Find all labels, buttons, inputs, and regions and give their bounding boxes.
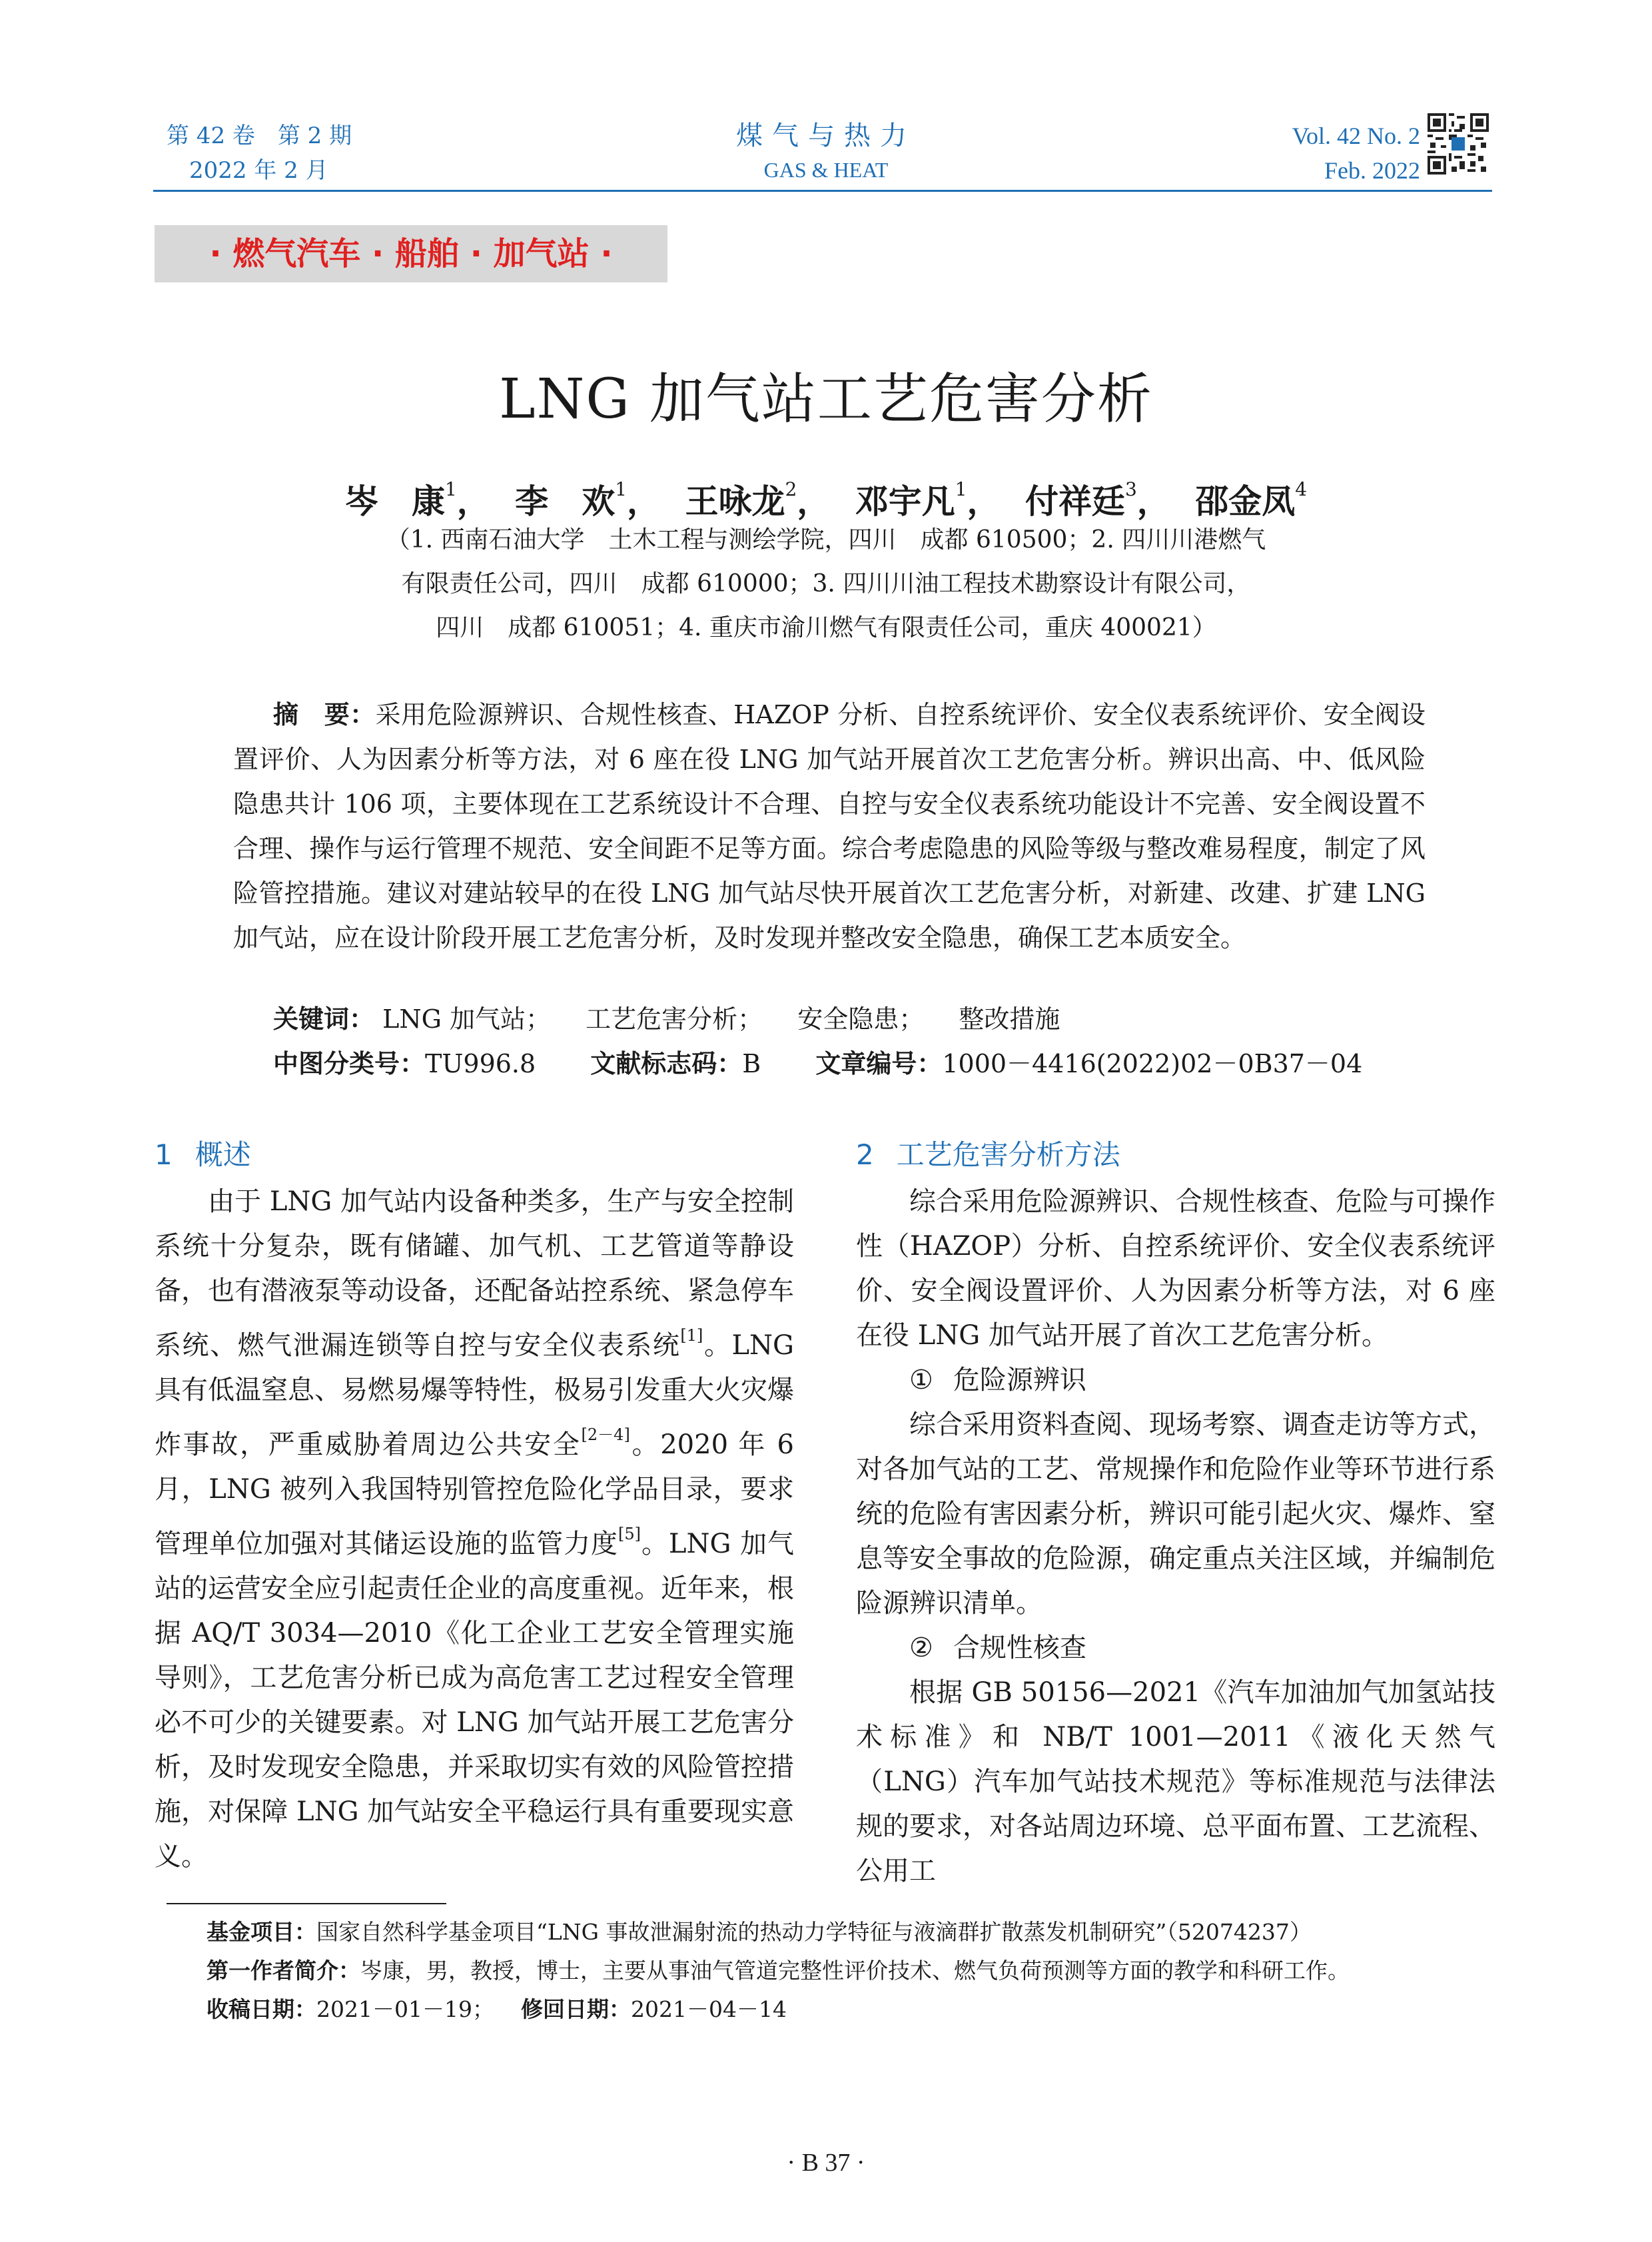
author-name: 岑 康 — [344, 482, 445, 521]
author-name: 王咏龙 — [685, 482, 785, 521]
section-title: 概述 — [195, 1138, 251, 1171]
author — [1195, 478, 1308, 521]
author-affil-ref: 1 — [444, 478, 457, 500]
running-header — [0, 0, 1652, 200]
body-column-right — [856, 1132, 1495, 1894]
citation[interactable]: [1] — [680, 1326, 703, 1345]
affiliation-line: （1. 西南石油大学 土木工程与测绘学院，四川 成都 610500；2. 四川川港燃气 — [386, 526, 1266, 554]
keyword: 整改措施 — [959, 1004, 1060, 1034]
author-bio-line — [206, 1952, 1472, 1990]
paragraph: 根据 GB 50156—2021《汽车加油加气加氢站技术标准》和 NB/T 1001—2011《液化天然气（LNG）汽车加气站技术规范》等标准规范与法律法规的要求，对各站周边环境、总平面布置、工艺流程、公用工 — [856, 1677, 1495, 1886]
journal-name — [693, 117, 959, 185]
date-cn: 2022 年 2 月 — [189, 157, 328, 184]
header-right — [1266, 119, 1420, 188]
article-title: LNG 加气站工艺危害分析 — [499, 368, 1153, 431]
section-heading — [856, 1132, 1495, 1177]
qr-code-icon — [1428, 113, 1489, 175]
author-bio-text: 岑康，男，教授，博士，主要从事油气管道完整性评价技术、燃气负荷预测等方面的教学和科研工作。 — [360, 1958, 1350, 1984]
fund-line — [206, 1913, 1472, 1952]
volume-issue-cn: 第 42 卷 第 2 期 — [167, 123, 352, 149]
citation[interactable]: [5] — [618, 1525, 641, 1543]
revised-label: 修回日期： — [520, 1996, 631, 2022]
abstract-text: 采用危险源辨识、合规性核查、HAZOP 分析、自控系统评价、安全仪表系统评价、安全阀设置评价、人为因素分析等方法，对 6 座在役 LNG 加气站开展首次工艺危害分析。辨识出高、中、低风险隐患共计 106 项，主要体现在工艺系统设计不合理、自控与安全仪表系统功能设计不完善、安全阀设置不合理、操作与运行管理不规范、安全间距不足等方面。综合考虑隐患的风险等级与整改难易程度，制定了风险管控措施。建议对建站较早的在役 LNG 加气站尽快开展首次工艺危害分析，对新建、改建、扩建 LNG 加气站，应在设计阶段开展工艺危害分析，及时发现并整改安全隐患，确保工艺本质安全。 — [233, 700, 1426, 952]
author-list — [0, 466, 1652, 525]
keywords — [273, 999, 1060, 1039]
volume-issue-en: Vol. 42 No. 2 — [1292, 123, 1420, 149]
text-run: 。2020 年 6 月，LNG 被列入我国特别管控危险化学品目录，要求管理单位加强对其储运设施的监管力度 — [155, 1429, 795, 1559]
footnote — [206, 1913, 1472, 2029]
author-name: 付祥廷 — [1025, 482, 1125, 521]
abstract — [233, 693, 1426, 960]
author-affil-ref: 3 — [1124, 478, 1137, 500]
keywords-label: 关键词： — [273, 1004, 375, 1034]
section-title: 工艺危害分析方法 — [896, 1138, 1120, 1171]
header-left — [167, 119, 352, 188]
fund-label: 基金项目： — [206, 1919, 316, 1945]
subsection-heading — [856, 1358, 1495, 1403]
affiliations — [0, 518, 1652, 650]
section-heading — [155, 1132, 794, 1177]
subsection-marker: ① — [909, 1365, 933, 1395]
received-date: 2021－01－19； — [316, 1996, 494, 2022]
body-column-left — [155, 1132, 794, 1879]
author: 王咏龙$^2$， — [685, 478, 831, 521]
paragraph: 综合采用危险源辨识、合规性核查、危险与可操作性（HAZOP）分析、自控系统评价、安全仪表系统评价、安全阀设置评价、人为因素分析等方法，对 6 座在役 LNG 加气站开展了首次工艺危害分析。 — [856, 1186, 1495, 1351]
author: 李 欢$^1$， — [515, 478, 661, 521]
classification-info — [273, 1044, 1362, 1084]
paragraph — [155, 1180, 794, 1879]
revised-date: 2021－04－14 — [630, 1996, 787, 2022]
doc-code-label: 文献标志码： — [590, 1049, 743, 1078]
author: 岑 康$^1$， — [344, 478, 490, 521]
text-run: 。LNG 具有低温窒息、易燃易爆等特性，极易引发重大火灾爆炸事故，严重威胁着周边公共安全 — [155, 1330, 794, 1460]
author-name: 邓宇凡 — [855, 482, 955, 521]
author-name: 李 欢 — [515, 482, 616, 521]
abstract-label: 摘 要： — [273, 700, 376, 729]
author-affil-ref: 2 — [785, 478, 797, 500]
article-number-label: 文章编号： — [815, 1049, 943, 1078]
date-en: Feb. 2022 — [1324, 157, 1420, 184]
author-bio-label: 第一作者简介： — [206, 1958, 360, 1984]
clc-value: TU996.8 — [425, 1049, 536, 1078]
paragraph: 综合采用资料查阅、现场考察、调查走访等方式，对各加气站的工艺、常规操作和危险作业等环节进行系统的危险有害因素分析，辨识可能引起火灾、爆炸、窒息等安全事故的危险源，确定重点关注区域，并编制危险源辨识清单。 — [856, 1409, 1495, 1619]
subsection-title: 合规性核查 — [953, 1633, 1086, 1663]
article-number-value: 1000－4416(2022)02－0B37－04 — [942, 1049, 1363, 1078]
text-run: 由于 LNG 加气站内设备种类多，生产与安全控制系统十分复杂，既有储罐、加气机、工艺管道等静设备，也有潜液泵等动设备，还配备站控系统、紧急停车系统、燃气泄漏连锁等自控与安全仪表系统 — [155, 1186, 794, 1361]
dates-line — [206, 1990, 1472, 2029]
author-name: 邵金凤 — [1195, 482, 1296, 521]
author-affil-ref: 4 — [1295, 478, 1308, 500]
subsection-marker: ② — [909, 1633, 933, 1663]
section-number: 1 — [155, 1138, 173, 1171]
page-number: · B 37 · — [787, 2149, 865, 2177]
section-banner: · 燃气汽车 · 船舶 · 加气站 · — [155, 225, 667, 282]
keyword: 工艺危害分析； — [586, 1004, 763, 1034]
subsection-title: 危险源辨识 — [953, 1365, 1086, 1395]
header-rule — [153, 190, 1492, 192]
journal-name-cn: 煤气与热力 — [736, 121, 916, 151]
author-affil-ref: 1 — [615, 478, 627, 500]
author-affil-ref: 1 — [955, 478, 967, 500]
keyword: 安全隐患； — [797, 1004, 925, 1034]
text-run: 。LNG 加气站的运营安全应引起责任企业的高度重视。近年来，根据 AQ/T 3034—2010《化工企业工艺安全管理实施导则》，工艺危害分析已成为高危害工艺过程安全管理必不可少的关键要素。对 LNG 加气站开展工艺危害分析，及时发现安全隐患，并采取切实有效的风险管控措施，对保障 LNG 加气站安全平稳运行具有重要现实意义。 — [155, 1529, 794, 1872]
footnote-rule — [167, 1903, 446, 1904]
journal-name-en: GAS & HEAT — [763, 158, 889, 182]
received-label: 收稿日期： — [206, 1996, 316, 2022]
subsection-heading — [856, 1626, 1495, 1671]
author: 付祥廷$^3$， — [1025, 478, 1170, 521]
fund-text: 国家自然科学基金项目“LNG 事故泄漏射流的热动力学特征与液滴群扩散蒸发机制研究”（52074237） — [316, 1919, 1312, 1945]
affiliation-line: 有限责任公司，四川 成都 610000；3. 四川川油工程技术勘察设计有限公司， — [401, 570, 1251, 597]
citation[interactable]: [2－4] — [581, 1425, 630, 1444]
author: 邓宇凡$^1$， — [855, 478, 1001, 521]
section-number: 2 — [856, 1138, 874, 1171]
affiliation-line: 四川 成都 610051；4. 重庆市渝川燃气有限责任公司，重庆 400021） — [436, 614, 1216, 641]
keyword: LNG 加气站； — [382, 1004, 552, 1034]
doc-code-value: B — [742, 1049, 761, 1078]
clc-label: 中图分类号： — [273, 1049, 426, 1078]
